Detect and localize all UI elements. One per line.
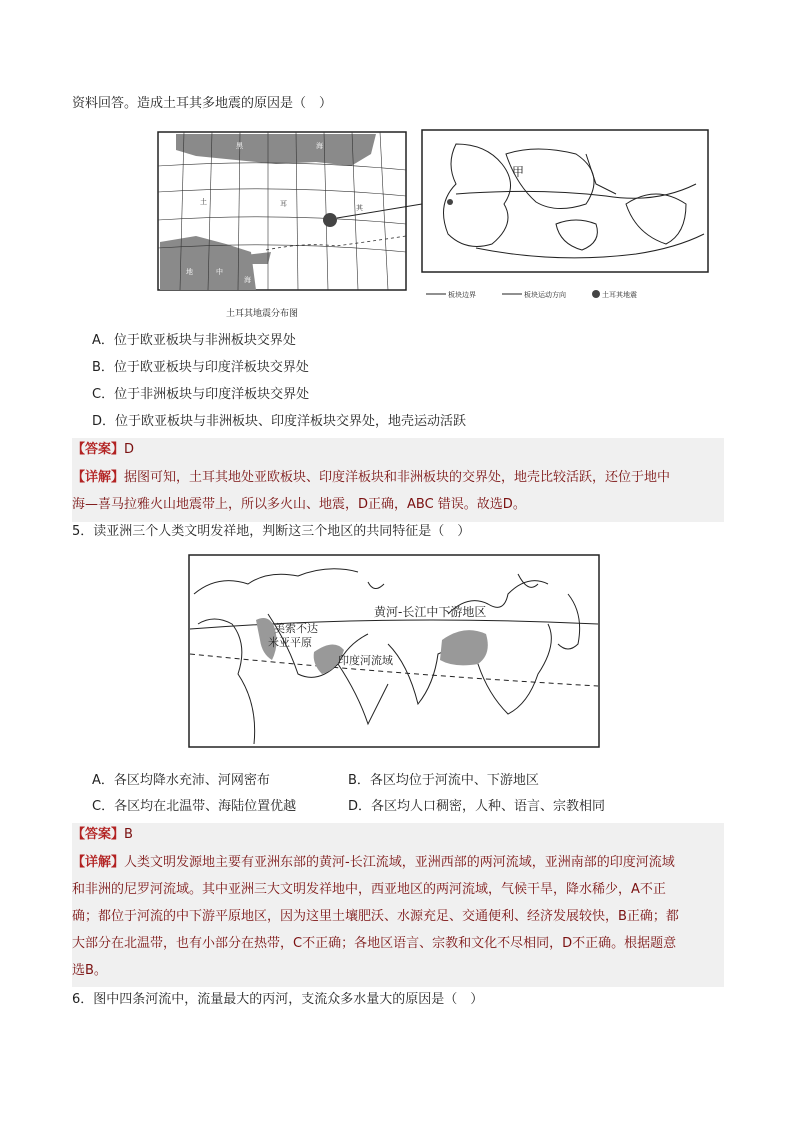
q5-detail-tag: 【详解】 <box>72 855 125 870</box>
q5-option-d[interactable]: D．各区均人口稠密，人种、语言、宗教相同 <box>348 799 606 814</box>
q4-option-c[interactable]: C．位于非洲板块与印度洋板块交界处 <box>92 387 310 402</box>
map-sea-label-5: 海 <box>244 276 251 284</box>
map-legend-quake: 土耳其地震 <box>602 291 637 299</box>
map-label-meso-2: 米亚平原 <box>268 636 312 649</box>
turkey-map-caption: 土耳其地震分布图 <box>226 309 299 319</box>
q4-answer-value: D <box>124 442 135 457</box>
q4-answer-tag: 【答案】 <box>72 442 125 457</box>
map-land-label-1: 土 <box>200 198 207 206</box>
map-label-huanghe: 黄河-长江中下游地区 <box>374 605 487 619</box>
turkey-map-panel <box>158 132 422 319</box>
q5-detail-line-3: 确；都位于河流的中下游平原地区，因为这里土壤肥沃、水源充足、交通便利、经济发展较快，B正确；都 <box>72 909 679 924</box>
plates-map-panel <box>422 130 708 299</box>
map-legend-direction: 板块运动方向 <box>524 291 566 299</box>
map-label-meso-1: 美索不达 <box>274 622 318 635</box>
q5-answer-value: B <box>124 827 133 842</box>
q5-option-a[interactable]: A．各区均降水充沛、河网密布 <box>92 773 270 788</box>
q5-detail-line-2: 和非洲的尼罗河流域。其中亚洲三大文明发祥地中，西亚地区的两河流域，气候干旱，降水稀少，A不正 <box>72 882 666 897</box>
q4-option-a[interactable]: A．位于欧亚板块与非洲板块交界处 <box>92 333 296 348</box>
q5-answer-tag: 【答案】 <box>72 827 125 842</box>
map-label-indus: 印度河流域 <box>338 654 393 667</box>
map-sea-label-2: 海 <box>316 142 323 150</box>
q5-detail-line-4: 大部分在北温带，也有小部分在热带，C不正确；各地区语言、宗教和文化不尽相同，D不正确。根据题意 <box>72 936 677 951</box>
map-legend-boundary: 板块边界 <box>448 291 476 299</box>
q5-answer <box>72 825 133 845</box>
q5-option-c[interactable]: C．各区均在北温带、海陆位置优越 <box>92 799 297 814</box>
plate-label-jia: 甲 <box>512 165 525 179</box>
q5-option-b[interactable]: B．各区均位于河流中、下游地区 <box>348 773 539 788</box>
q6-stem: 6．图中四条河流中，流量最大的丙河，支流众多水量大的原因是（ ） <box>72 992 484 1007</box>
q4-detail-line-2: 海—喜马拉雅火山地震带上，所以多火山、地震，D正确，ABC 错误。故选D。 <box>72 497 526 512</box>
asia-civilization-map <box>188 554 600 748</box>
q5-answer-box <box>72 823 724 987</box>
map-sea-label-4: 中 <box>216 268 223 276</box>
q4-stem: 资料回答。造成土耳其多地震的原因是（ ） <box>72 96 333 111</box>
map-land-label-3: 其 <box>356 204 363 212</box>
q4-answer <box>72 440 134 460</box>
q4-option-b[interactable]: B．位于欧亚板块与印度洋板块交界处 <box>92 360 309 375</box>
q5-stem: 5．读亚洲三个人类文明发祥地，判断这三个地区的共同特征是（ ） <box>72 524 471 539</box>
map-sea-label-1: 黑 <box>236 142 243 150</box>
q4-option-d[interactable]: D．位于欧亚板块与非洲板块、印度洋板块交界处，地壳运动活跃 <box>92 414 467 429</box>
map-sea-label-3: 地 <box>186 268 193 276</box>
q5-detail-line-5: 选B。 <box>72 963 107 978</box>
q5-detail-line-1: 【详解】人类文明发源地主要有亚洲东部的黄河-长江流域，亚洲西部的两河流域，亚洲南部的印度河流域 <box>72 855 675 870</box>
q4-detail-line-1: 【详解】据图可知，土耳其地处亚欧板块、印度洋板块和非洲板块的交界处，地壳比较活跃，还位于地中 <box>72 470 671 485</box>
turkey-earthquake-map <box>156 124 716 320</box>
map-land-label-2: 耳 <box>280 200 287 208</box>
q4-detail-tag: 【详解】 <box>72 470 125 485</box>
